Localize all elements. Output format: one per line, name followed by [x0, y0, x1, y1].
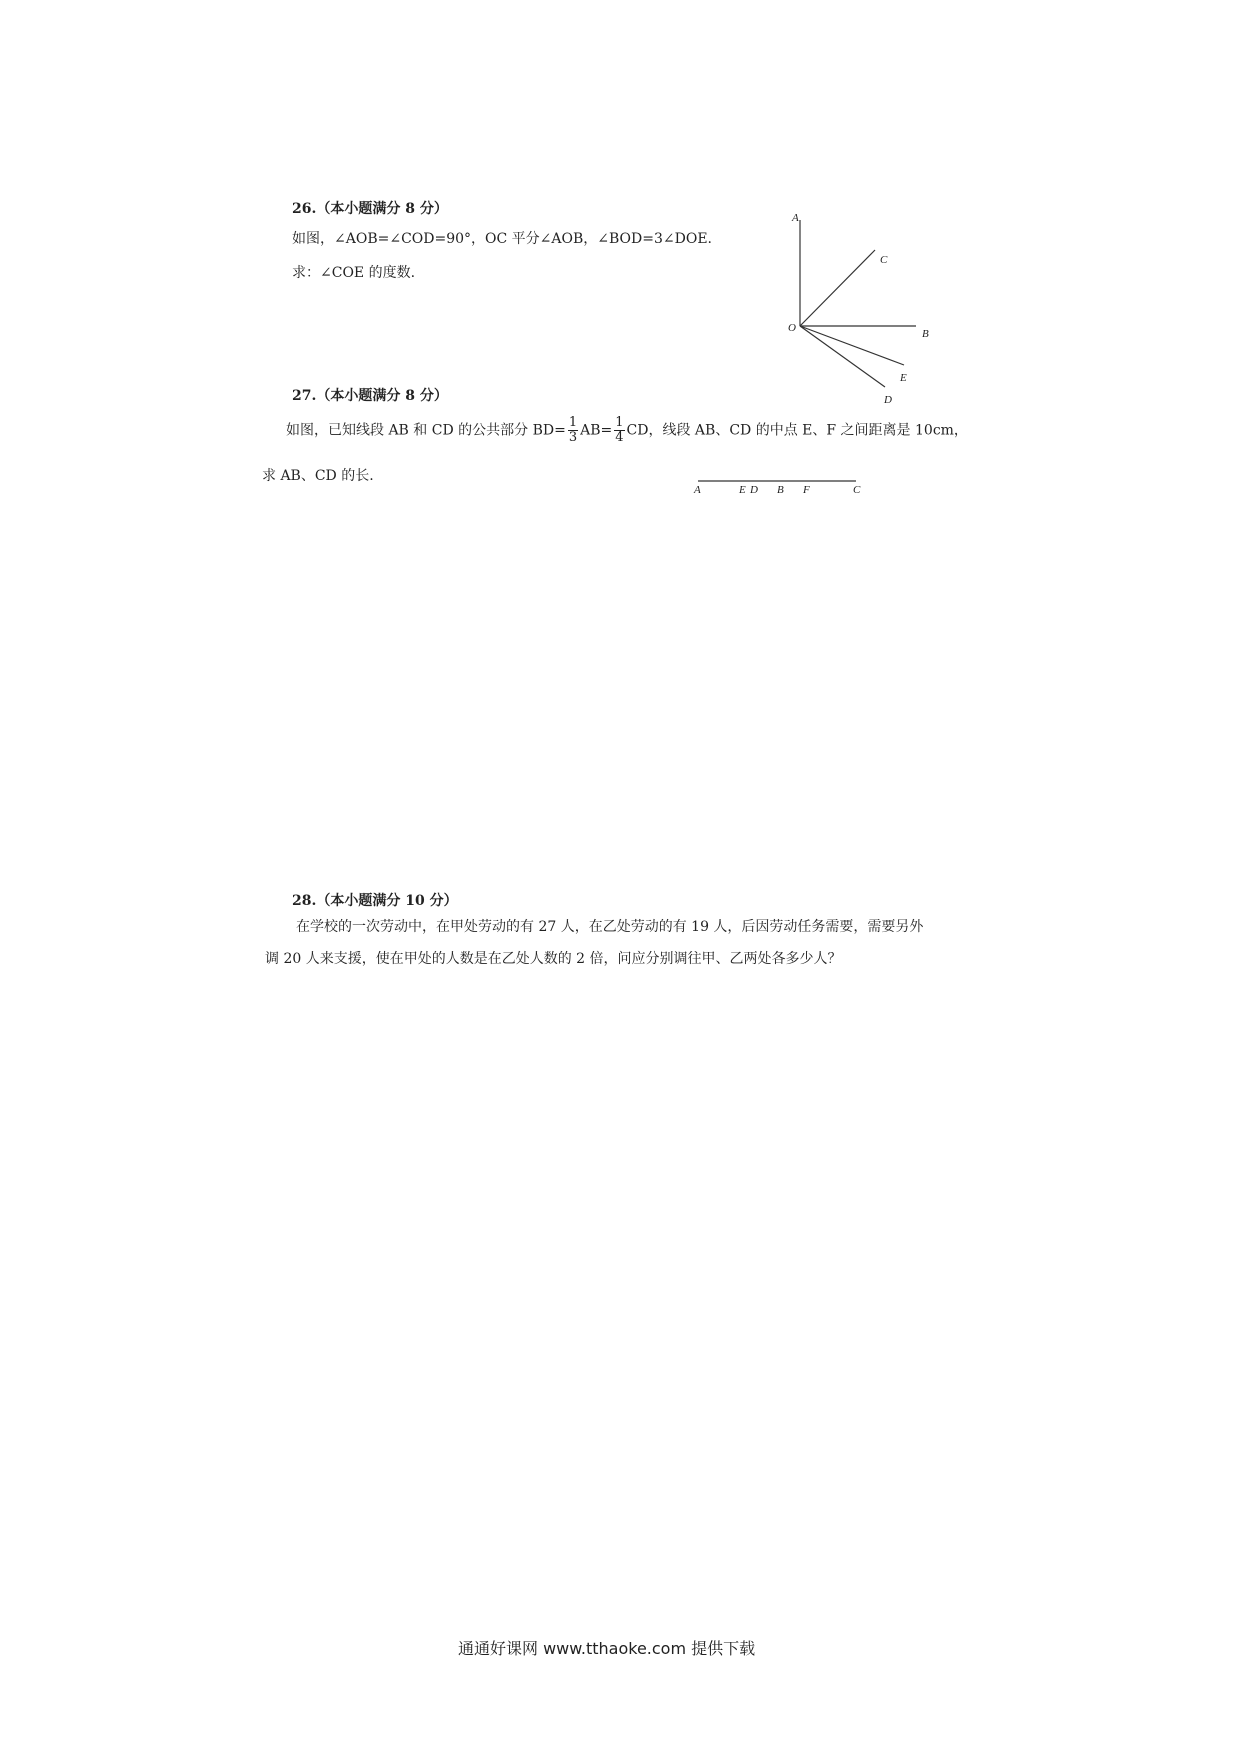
q27-label-a: A — [694, 484, 701, 496]
q27-fraction-1 — [568, 416, 578, 445]
q27-fraction-2 — [614, 416, 624, 445]
q28-text-line2: 调 20 人来支援，使在甲处的人数是在乙处人数的 2 倍，问应分别调往甲、乙两处各多少人？ — [265, 951, 842, 967]
q27-fraction-2-numerator: 1 — [615, 415, 624, 430]
q27-text-part-a: 如图，已知线段 AB 和 CD 的公共部分 BD= — [286, 422, 566, 439]
ray-oe — [800, 326, 904, 365]
page-footer: 通通好课网 www.tthaoke.com 提供下载 — [458, 1639, 756, 1658]
q27-text-part-c: CD，线段 AB、CD 的中点 E、F 之间距离是 10cm， — [626, 422, 968, 439]
ray-oc — [800, 250, 875, 326]
q26-text-line2: 求：∠COE 的度数. — [292, 265, 416, 281]
q26-heading: 26.（本小题满分 8 分） — [292, 201, 448, 217]
q27-fraction-2-denominator: 4 — [615, 430, 624, 445]
q27-fraction-1-denominator: 3 — [568, 430, 578, 445]
q26-text-line1: 如图，∠AOB=∠COD=90°，OC 平分∠AOB，∠BOD=3∠DOE. — [292, 231, 712, 247]
q27-text-line2: 求 AB、CD 的长. — [262, 468, 374, 484]
q26-label-e: E — [900, 372, 907, 384]
ray-od — [800, 326, 885, 387]
q26-label-d: D — [884, 394, 892, 406]
q27-text-line1 — [286, 416, 968, 445]
q27-label-c: C — [853, 484, 861, 496]
q26-label-o: O — [788, 322, 796, 334]
q28-text-line1: 在学校的一次劳动中，在甲处劳动的有 27 人，在乙处劳动的有 19 人，后因劳动任务需要，需要另外 — [296, 919, 924, 935]
q26-angle-figure — [770, 205, 950, 415]
q27-label-d: D — [750, 484, 758, 496]
q27-label-f: F — [803, 484, 810, 496]
q27-fraction-1-numerator: 1 — [568, 415, 578, 430]
q26-label-a: A — [792, 212, 799, 224]
q26-label-c: C — [880, 254, 888, 266]
q26-label-b: B — [922, 328, 929, 340]
q27-label-b: B — [777, 484, 784, 496]
q27-label-e: E — [739, 484, 746, 496]
q27-text-part-b: AB= — [580, 422, 613, 439]
q28-heading: 28.（本小题满分 10 分） — [292, 893, 458, 909]
q27-heading: 27.（本小题满分 8 分） — [292, 388, 448, 404]
